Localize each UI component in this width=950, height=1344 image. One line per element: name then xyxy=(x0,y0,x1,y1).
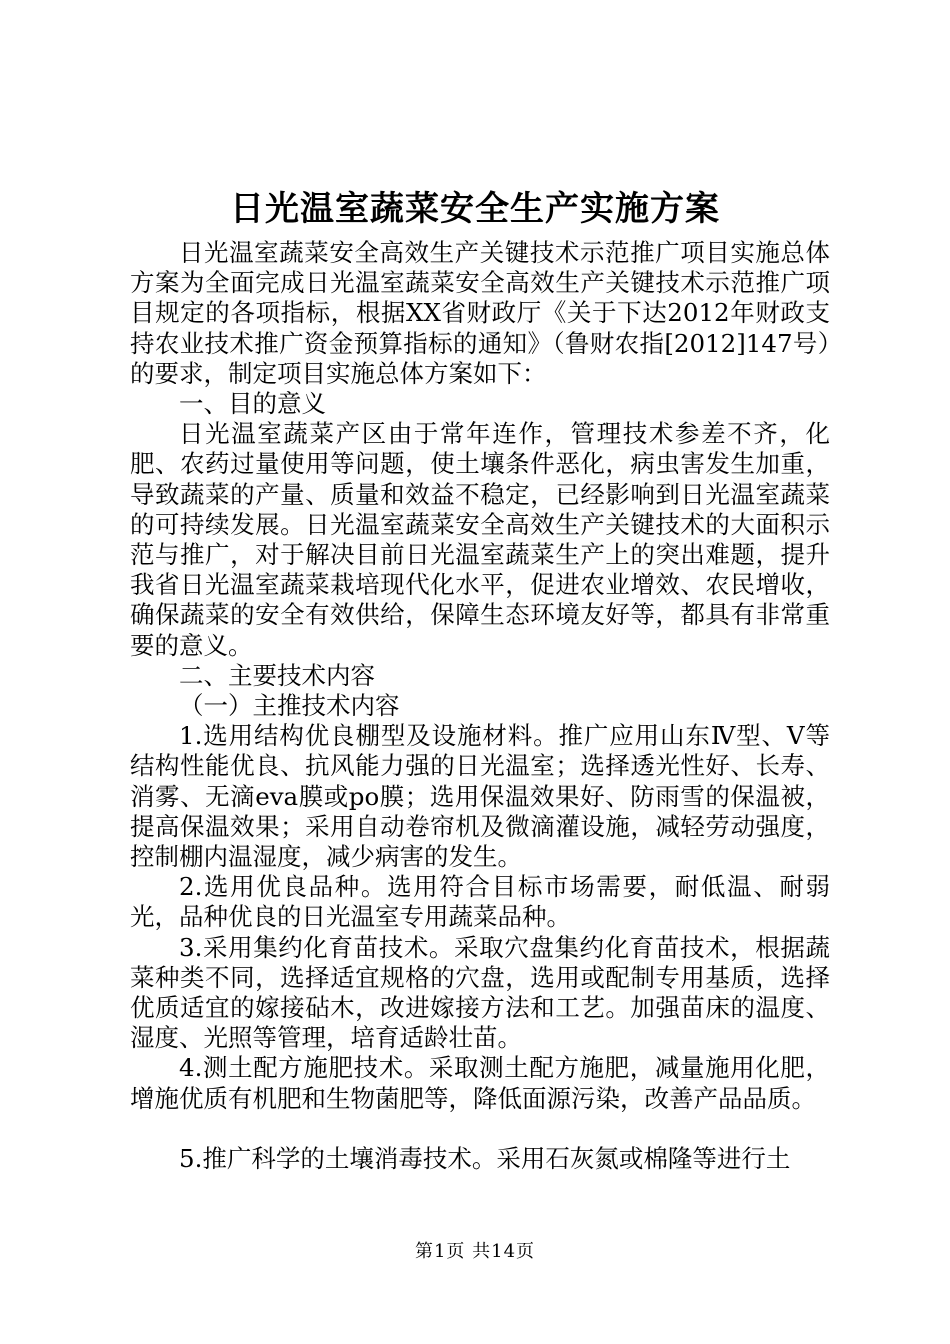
subsection-heading-main-tech: （一）主推技术内容 xyxy=(179,691,400,721)
purpose-paragraph: 日光温室蔬菜产区由于常年连作，管理技术参差不齐，化肥、农药过量使用等问题，使土壤条件恶化，病虫害发生加重，导致蔬菜的产量、质量和效益不稳定，已经影响到日光温室蔬菜的可持续发展。日光温室蔬菜安全高效生产关键技术的大面积示范与推广，对于解决目前日光温室蔬菜生产上的突出难题，提升我省日光温室蔬菜栽培现代化水平，促进农业增效、农民增收，确保蔬菜的安全有效供给，保障生态环境友好等，都具有非常重要的意义。 xyxy=(130,419,830,660)
document-title: 日光温室蔬菜安全生产实施方案 xyxy=(230,189,720,229)
section-heading-tech: 二、主要技术内容 xyxy=(179,660,375,690)
document-body xyxy=(130,238,830,1174)
section-heading-purpose: 一、目的意义 xyxy=(179,389,326,419)
page-indicator: 第1页 共14页 xyxy=(414,1241,536,1262)
tech-item-4: 4.测土配方施肥技术。采取测土配方施肥，减量施用化肥，增施优质有机肥和生物菌肥等，降低面源污染，改善产品品质。 xyxy=(130,1053,830,1113)
intro-paragraph: 日光温室蔬菜安全高效生产关键技术示范推广项目实施总体方案为全面完成日光温室蔬菜安全高效生产关键技术示范推广项目规定的各项指标，根据XX省财政厅《关于下达2012年财政支持农业技术推广资金预算指标的通知》（鲁财农指[2012]147号）的要求，制定项目实施总体方案如下： xyxy=(130,238,830,388)
tech-item-1: 1.选用结构优良棚型及设施材料。推广应用山东Ⅳ型、Ⅴ等结构性能优良、抗风能力强的日光温室；选择透光性好、长寿、消雾、无滴eva膜或po膜；选用保温效果好、防雨雪的保温被，提高保温效果；采用自动卷帘机及微滴灌设施，减轻劳动强度，控制棚内温湿度，减少病害的发生。 xyxy=(130,721,830,872)
tech-item-2: 2.选用优良品种。选用符合目标市场需要，耐低温、耐弱光，品种优良的日光温室专用蔬菜品种。 xyxy=(130,872,830,932)
tech-item-5: 5.推广科学的土壤消毒技术。采用石灰氮或棉隆等进行土 xyxy=(179,1143,791,1173)
tech-item-3: 3.采用集约化育苗技术。采取穴盘集约化育苗技术，根据蔬菜种类不同，选择适宜规格的穴盘，选用或配制专用基质，选择优质适宜的嫁接砧木，改进嫁接方法和工艺。加强苗床的温度、湿度、光照等管理，培育适龄壮苗。 xyxy=(130,932,830,1053)
